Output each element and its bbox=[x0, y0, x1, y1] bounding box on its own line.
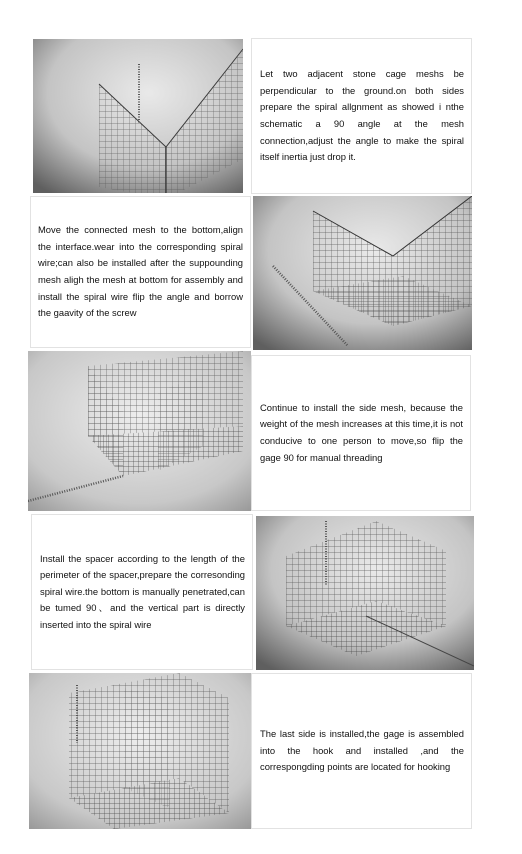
step-5-text: The last side is installed,the gage is assembled into the hook and installed ,and the correspongding points are located for hooking bbox=[260, 728, 464, 773]
gabion-side-mesh-added-image bbox=[28, 351, 251, 511]
step-5-text-box bbox=[251, 673, 472, 829]
step-4-text-box bbox=[31, 514, 253, 670]
gabion-panel-with-base-image bbox=[253, 196, 472, 350]
step-3-text-box bbox=[251, 355, 471, 511]
step-1-text-box bbox=[251, 38, 472, 194]
step-2-text-box bbox=[30, 196, 251, 348]
step-1-text: Let two adjacent stone cage meshs be perpendicular to the ground.on both sides prepare the spiral allgnment as showed i nthe schematic a 90 angle at the mesh connection,adjust the angle to make the spiral itself inertia just drop it. bbox=[260, 68, 464, 163]
gabion-box-complete-image bbox=[29, 673, 251, 829]
step-2-text: Move the connected mesh to the bottom,align the interface.wear into the corresponding spiral wire;can also be installed after the suppounding mesh aligh the mesh at bottom for assembly and install the spiral wire flip the angle and borrow the gaavity of the screw bbox=[38, 224, 243, 319]
gabion-spacer-installed-image bbox=[256, 516, 474, 670]
step-3-text: Continue to install the side mesh, because the weight of the mesh increases at this time,it is not conducive to one person to move,so flip the gage 90 for manual threading bbox=[260, 401, 463, 463]
gabion-two-panels-corner-image bbox=[33, 39, 243, 193]
step-4-text: Install the spacer according to the length of the perimeter of the spacer,prepare the corresonding spiral wire.the bottom is manually penetrated,can be tumed 90、and the vertical part is directly inserted into the spiral wire bbox=[40, 552, 245, 630]
